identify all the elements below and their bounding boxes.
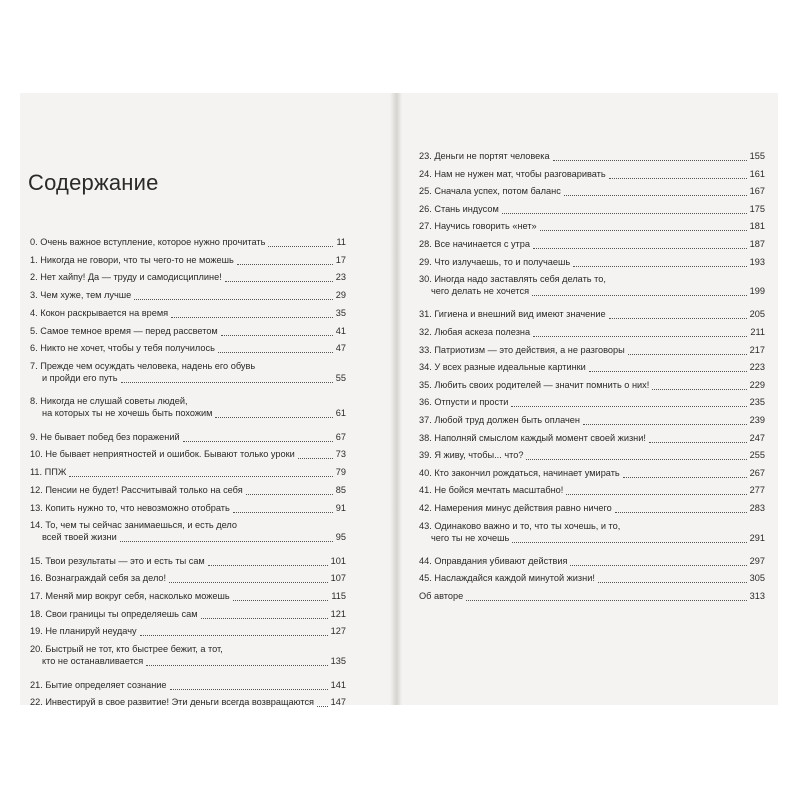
toc-entry[interactable] — [30, 466, 346, 478]
toc-entry-title: 30. Иногда надо заставлять себя делать то, — [419, 274, 606, 285]
toc-page-number: 91 — [335, 502, 346, 513]
toc-page-number: 55 — [335, 372, 346, 383]
toc-page-number: 181 — [749, 221, 765, 232]
toc-page-number: 47 — [335, 343, 346, 354]
leader-dots — [237, 264, 333, 265]
toc-entry-title: чего делать не хочется — [431, 286, 530, 297]
toc-entry-title: 23. Деньги не портят человека — [419, 151, 550, 161]
leader-dots — [570, 565, 746, 566]
toc-entry[interactable] — [419, 449, 765, 461]
toc-entry-title: 40. Кто закончил рождаться, начинает умирать — [419, 467, 620, 478]
toc-page-number: 127 — [330, 626, 346, 637]
toc-entry[interactable] — [419, 467, 765, 479]
toc-entry[interactable] — [30, 289, 346, 301]
toc-entry[interactable] — [419, 344, 765, 356]
toc-page-number: 161 — [749, 168, 765, 179]
leader-dots — [566, 494, 746, 495]
toc-entry[interactable] — [30, 431, 346, 443]
toc-entry-title: 38. Наполняй смыслом каждый момент своей жизни! — [419, 432, 646, 443]
leader-dots — [233, 512, 333, 513]
leader-dots — [146, 665, 327, 666]
toc-entry[interactable] — [30, 307, 346, 319]
toc-entry[interactable] — [30, 696, 346, 708]
leader-dots — [609, 318, 747, 319]
toc-entry-title: 0. Очень важное вступление, которое нужно прочитать — [30, 237, 266, 247]
toc-page-number: 205 — [749, 309, 765, 320]
toc-page-number: 305 — [749, 573, 765, 584]
toc-page-number: 67 — [335, 431, 346, 442]
toc-entry[interactable] — [419, 185, 765, 197]
toc-page-number: 267 — [749, 467, 765, 478]
page-title: Содержание — [28, 170, 159, 195]
toc-entry[interactable] — [419, 150, 765, 162]
toc-entry-title: 3. Чем хуже, тем лучше — [30, 290, 132, 301]
toc-entry-title: кто не останавливается — [42, 656, 144, 667]
toc-entry-title: 26. Стань индусом — [419, 203, 499, 214]
toc-page-number: 155 — [749, 151, 765, 161]
toc-entry-title: 7. Прежде чем осуждать человека, надень его обувь — [30, 360, 256, 371]
toc-entry[interactable] — [30, 608, 346, 620]
toc-page-number: 211 — [750, 327, 765, 337]
toc-page-number: 17 — [335, 254, 346, 265]
leader-dots — [221, 335, 333, 336]
toc-entry-title: 8. Никогда не слушай советы людей, — [30, 396, 188, 407]
toc-entry-title: 13. Копить нужно то, что невозможно отобрать — [30, 502, 230, 513]
toc-entry-title: 29. Что излучаешь, то и получаешь — [419, 256, 571, 267]
toc-entry-title: 20. Быстрый не тот, кто быстрее бежит, а тот, — [30, 644, 223, 655]
leader-dots — [140, 635, 328, 636]
toc-page-number: 135 — [330, 656, 346, 667]
toc-entry[interactable] — [419, 379, 765, 391]
toc-page-number: 277 — [749, 485, 765, 496]
leader-dots — [573, 266, 747, 267]
toc-entry[interactable] — [30, 342, 346, 354]
leader-dots — [598, 582, 747, 583]
toc-entry[interactable] — [30, 325, 346, 337]
toc-entry-title: 6. Никто не хочет, чтобы у тебя получилось — [30, 343, 215, 354]
toc-entry[interactable] — [419, 572, 765, 584]
toc-entry-title: 19. Не планируй неудачу — [30, 626, 137, 637]
toc-entry-title: 14. То, чем ты сейчас занимаешься, и есть дело — [30, 520, 238, 531]
toc-entry-title: 1. Никогда не говори, что ты чего-то не можешь — [30, 254, 234, 265]
toc-page-number: 255 — [749, 450, 765, 461]
leader-dots — [502, 213, 747, 214]
toc-entry[interactable] — [419, 484, 765, 496]
toc-entry-title: 33. Патриотизм — это действия, а не разговоры — [419, 344, 625, 355]
toc-entry-title: 22. Инвестируй в свое развитие! Эти деньги всегда возвращаются — [30, 697, 315, 708]
toc-page-number: 239 — [749, 415, 765, 425]
toc-entry[interactable] — [419, 590, 765, 602]
toc-entry[interactable] — [419, 555, 765, 567]
toc-entry[interactable] — [30, 519, 346, 543]
toc-entry-title: 36. Отпусти и прости — [419, 397, 509, 408]
toc-entry[interactable] — [30, 254, 346, 266]
toc-page-number: 115 — [331, 591, 346, 601]
toc-entry[interactable] — [30, 679, 346, 691]
leader-dots — [233, 600, 329, 601]
toc-page-number: 297 — [749, 555, 765, 566]
toc-page-number: 167 — [749, 186, 765, 197]
leader-dots — [533, 248, 747, 249]
toc-entry[interactable] — [419, 308, 765, 320]
toc-entry-title: 45. Наслаждайся каждой минутой жизни! — [419, 573, 595, 584]
leader-dots — [120, 541, 333, 542]
leader-dots — [246, 494, 333, 495]
toc-page-number: 229 — [749, 379, 765, 390]
toc-entry-title: 32. Любая аскеза полезна — [419, 327, 531, 337]
toc-entry[interactable] — [30, 360, 346, 384]
leader-dots — [615, 512, 747, 513]
toc-page-number: 41 — [335, 325, 346, 336]
toc-entry-title: 10. Не бывает неприятностей и ошибок. Бывают только уроки — [30, 449, 295, 460]
toc-page-number: 35 — [335, 307, 346, 318]
toc-entry[interactable] — [30, 502, 346, 514]
toc-entry[interactable] — [419, 220, 765, 232]
toc-entry-title: 43. Одинаково важно и то, что ты хочешь, и то, — [419, 520, 621, 531]
toc-page-number: 217 — [749, 344, 765, 355]
toc-entry-title: 39. Я живу, чтобы... что? — [419, 450, 524, 461]
toc-entry[interactable] — [30, 555, 346, 567]
leader-dots — [298, 458, 333, 459]
toc-entry[interactable] — [30, 625, 346, 637]
toc-page-number: 175 — [749, 203, 765, 214]
toc-page-number: 79 — [335, 467, 346, 478]
leader-dots — [511, 406, 746, 407]
toc-entry-title: 34. У всех разные идеальные картинки — [419, 362, 586, 373]
toc-page-number: 95 — [335, 532, 346, 543]
leader-dots — [466, 600, 746, 601]
leader-dots — [564, 195, 747, 196]
toc-page-number: 107 — [330, 573, 346, 584]
toc-entry[interactable] — [30, 271, 346, 283]
toc-entry-title: на которых ты не хочешь быть похожим — [42, 408, 213, 419]
leader-dots — [215, 417, 332, 418]
toc-entry[interactable] — [30, 572, 346, 584]
toc-entry-title: 15. Твои результаты — это и есть ты сам — [30, 555, 205, 566]
leader-dots — [201, 618, 328, 619]
toc-entry[interactable] — [30, 590, 346, 602]
leader-dots — [121, 382, 333, 383]
leader-dots — [609, 178, 747, 179]
leader-dots — [652, 389, 746, 390]
leader-dots — [533, 336, 747, 337]
leader-dots — [540, 230, 747, 231]
leader-dots — [268, 246, 333, 247]
toc-page-number: 247 — [749, 432, 765, 443]
toc-page-number: 23 — [335, 272, 346, 283]
toc-entry-title: Об авторе — [419, 591, 464, 601]
toc-entry-title: 28. Все начинается с утра — [419, 239, 530, 249]
leader-dots — [171, 317, 333, 318]
toc-entry[interactable] — [419, 432, 765, 444]
toc-page-number: 193 — [749, 256, 765, 267]
toc-page-number: 121 — [330, 608, 346, 619]
toc-entry[interactable] — [419, 326, 765, 338]
leader-dots — [553, 160, 747, 161]
toc-entry-title: 18. Свои границы ты определяешь сам — [30, 608, 198, 619]
toc-entry-title: 4. Кокон раскрывается на время — [30, 307, 169, 318]
leader-dots — [218, 352, 333, 353]
toc-page-number: 187 — [749, 239, 765, 249]
toc-entry-title: 21. Бытие определяет сознание — [30, 679, 167, 690]
toc-page-number: 141 — [330, 679, 346, 690]
toc-entry[interactable] — [419, 361, 765, 373]
leader-dots — [589, 371, 747, 372]
toc-entry-title: 41. Не бойся мечтать масштабно! — [419, 485, 564, 496]
toc-entry[interactable] — [30, 236, 346, 248]
toc-page-number: 147 — [330, 697, 346, 708]
leader-dots — [225, 281, 333, 282]
leader-dots — [649, 442, 747, 443]
leader-dots — [317, 706, 328, 707]
leader-dots — [208, 565, 328, 566]
toc-page-number: 85 — [335, 484, 346, 495]
toc-entry[interactable] — [419, 168, 765, 180]
toc-entry-title: 16. Вознаграждай себя за дело! — [30, 573, 167, 584]
toc-entry-title: 31. Гигиена и внешний вид имеют значение — [419, 309, 606, 320]
toc-entry-title: 44. Оправдания убивают действия — [419, 555, 568, 566]
toc-page-number: 223 — [749, 362, 765, 373]
leader-dots — [526, 459, 746, 460]
leader-dots — [583, 424, 747, 425]
toc-entry-title: 12. Пенсии не будет! Рассчитывай только на себя — [30, 484, 243, 495]
toc-page-number: 29 — [335, 290, 346, 301]
toc-page-number: 199 — [749, 286, 765, 297]
toc-entry-title: всей твоей жизни — [42, 532, 117, 543]
toc-entry-title: 37. Любой труд должен быть оплачен — [419, 415, 580, 425]
leader-dots — [69, 476, 332, 477]
toc-entry-title: 27. Научись говорить «нет» — [419, 221, 537, 232]
toc-entry-title: 35. Любить своих родителей — значит помнить о них! — [419, 379, 650, 390]
toc-entry[interactable] — [419, 502, 765, 514]
toc-entry[interactable] — [419, 203, 765, 215]
toc-entry-title: 17. Меняй мир вокруг себя, насколько можешь — [30, 591, 230, 601]
toc-entry[interactable] — [419, 396, 765, 408]
toc-entry-title: 11. ППЖ — [30, 467, 67, 478]
leader-dots — [623, 477, 747, 478]
toc-entry[interactable] — [30, 448, 346, 460]
leader-dots — [170, 689, 328, 690]
toc-entry-title: 42. Намерения минус действия равно ничего — [419, 503, 612, 513]
leader-dots — [183, 441, 333, 442]
toc-entry[interactable] — [419, 256, 765, 268]
toc-entry-title: 5. Самое темное время — перед рассветом — [30, 325, 218, 336]
toc-entry[interactable] — [30, 643, 346, 667]
toc-page-number: 73 — [335, 449, 346, 460]
toc-page-number: 11 — [336, 237, 346, 247]
toc-entry[interactable] — [30, 395, 346, 419]
toc-page-number: 235 — [749, 397, 765, 408]
leader-dots — [628, 354, 747, 355]
toc-entry[interactable] — [419, 273, 765, 297]
toc-entry[interactable] — [419, 414, 765, 426]
leader-dots — [169, 582, 328, 583]
toc-entry-title: 25. Сначала успех, потом баланс — [419, 186, 561, 197]
toc-page-number: 283 — [749, 503, 765, 513]
toc-entry[interactable] — [419, 238, 765, 250]
leader-dots — [134, 299, 332, 300]
book-spine — [390, 93, 402, 705]
toc-entry[interactable] — [30, 484, 346, 496]
leader-dots — [532, 295, 747, 296]
toc-entry[interactable] — [419, 520, 765, 544]
toc-page-number: 313 — [749, 591, 765, 601]
toc-page-number: 291 — [749, 532, 765, 543]
toc-page-number: 61 — [335, 408, 346, 419]
toc-page-number: 101 — [330, 555, 346, 566]
toc-entry-title: 9. Не бывает побед без поражений — [30, 431, 180, 442]
toc-entry-title: и пройди его путь — [42, 372, 118, 383]
toc-entry-title: чего ты не хочешь — [431, 532, 510, 543]
leader-dots — [512, 542, 746, 543]
toc-entry-title: 24. Нам не нужен мат, чтобы разговаривать — [419, 168, 606, 179]
toc-entry-title: 2. Нет хайпу! Да — труду и самодисциплине! — [30, 272, 222, 283]
